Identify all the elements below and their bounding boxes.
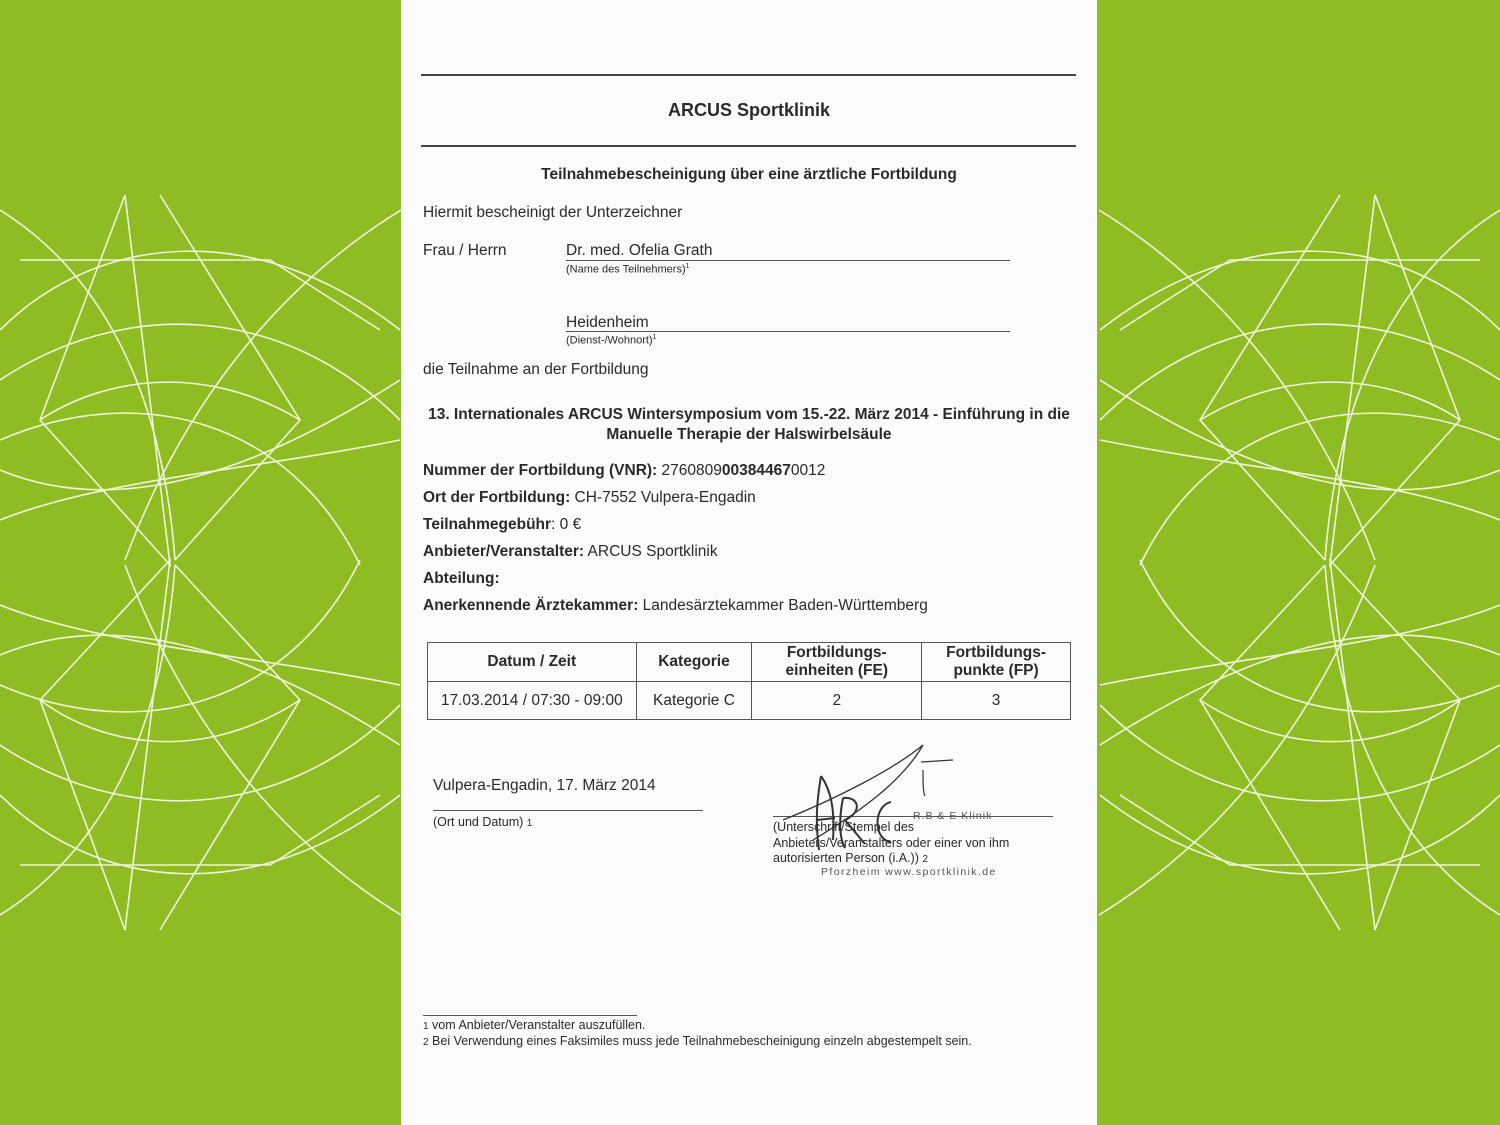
- field-value-tail: 0012: [790, 462, 826, 479]
- field-vnr: [423, 462, 825, 480]
- participation-text: die Teilnahme an der Fortbildung: [423, 361, 649, 378]
- signature-stamp: [773, 740, 1073, 890]
- field-value-bold: 00384467: [721, 462, 791, 479]
- name-caption: (Name des Teilnehmers)$^1$: [566, 263, 690, 276]
- top-rule: [421, 74, 1076, 76]
- table-row: [428, 682, 1071, 720]
- signature-caption: (Unterschrift/Stempel des Anbieters/Veranstalters oder einer von ihm autorisierten Person (i.A.)) 2: [773, 820, 1010, 865]
- cell-date-time: 17.03.2014 / 07:30 - 09:00: [428, 682, 637, 720]
- participant-place: Heidenheim: [566, 314, 649, 331]
- field-value: ARCUS Sportklinik: [584, 543, 718, 560]
- credits-table: [427, 642, 1071, 720]
- field-location: [423, 489, 756, 507]
- field-value: 2760809: [657, 462, 722, 479]
- table-header-row: [428, 643, 1071, 682]
- stamp-text-top: R.B & E Klinik: [913, 810, 993, 822]
- field-fee: [423, 516, 581, 534]
- clinic-name: ARCUS Sportklinik: [667, 100, 831, 120]
- field-provider: [423, 543, 718, 561]
- place-date-caption: (Ort und Datum) 1: [433, 815, 533, 829]
- cell-category: Kategorie C: [636, 682, 752, 720]
- name-underline: [566, 260, 1010, 261]
- field-value: CH-7552 Vulpera-Engadin: [570, 489, 756, 506]
- cell-points: 3: [922, 682, 1071, 720]
- field-label: Abteilung:: [423, 570, 500, 587]
- cell-units: 2: [752, 682, 922, 720]
- stamp-logo: [813, 782, 918, 816]
- place-caption: (Dienst-/Wohnort)$^1$: [566, 334, 657, 347]
- field-value: : 0 €: [551, 516, 582, 533]
- salutation-label: Frau / Herrn: [423, 242, 507, 259]
- field-label: Teilnahmegebühr: [423, 516, 552, 533]
- field-label: Nummer der Fortbildung (VNR):: [423, 462, 658, 479]
- field-label: Anerkennende Ärztekammer:: [423, 597, 639, 614]
- header-points: Fortbildungs- punkte (FP): [922, 643, 1071, 682]
- header-rule: [421, 145, 1076, 147]
- field-chamber: [423, 597, 928, 615]
- footnote-rule: [423, 1015, 637, 1016]
- right-decorative-pattern: [1097, 0, 1500, 1125]
- header-date-time: Datum / Zeit: [428, 643, 637, 682]
- field-label: Anbieter/Veranstalter:: [423, 543, 585, 560]
- header-units: Fortbildungs- einheiten (FE): [752, 643, 922, 682]
- header-category: Kategorie: [636, 643, 752, 682]
- certificate-title: Teilnahmebescheinigung über eine ärztliche Fortbildung: [541, 166, 957, 183]
- place-date: Vulpera-Engadin, 17. März 2014: [433, 777, 656, 794]
- participant-name: Dr. med. Ofelia Grath: [566, 242, 713, 259]
- place-date-underline: [433, 810, 703, 811]
- event-title: 13. Internationales ARCUS Wintersymposium vom 15.-22. März 2014 - Einführung in die Manuelle Therapie der Halswirbelsäule: [428, 406, 1070, 443]
- footnote-2: 2 Bei Verwendung eines Faksimiles muss jede Teilnahmebescheinigung einzeln abgestempelt sein.: [423, 1034, 972, 1048]
- left-decorative-pattern: [0, 0, 401, 1125]
- footnote-1: 1 vom Anbieter/Veranstalter auszufüllen.: [423, 1018, 646, 1032]
- field-value: Landesärztekammer Baden-Württemberg: [638, 597, 928, 614]
- certificate-document: [401, 0, 1097, 1125]
- field-department: [423, 570, 500, 588]
- field-label: Ort der Fortbildung:: [423, 489, 571, 506]
- place-underline: [566, 331, 1010, 332]
- stamp-text-bottom: Pforzheim www.sportklinik.de: [821, 866, 997, 878]
- intro-text: Hiermit bescheinigt der Unterzeichner: [423, 204, 683, 221]
